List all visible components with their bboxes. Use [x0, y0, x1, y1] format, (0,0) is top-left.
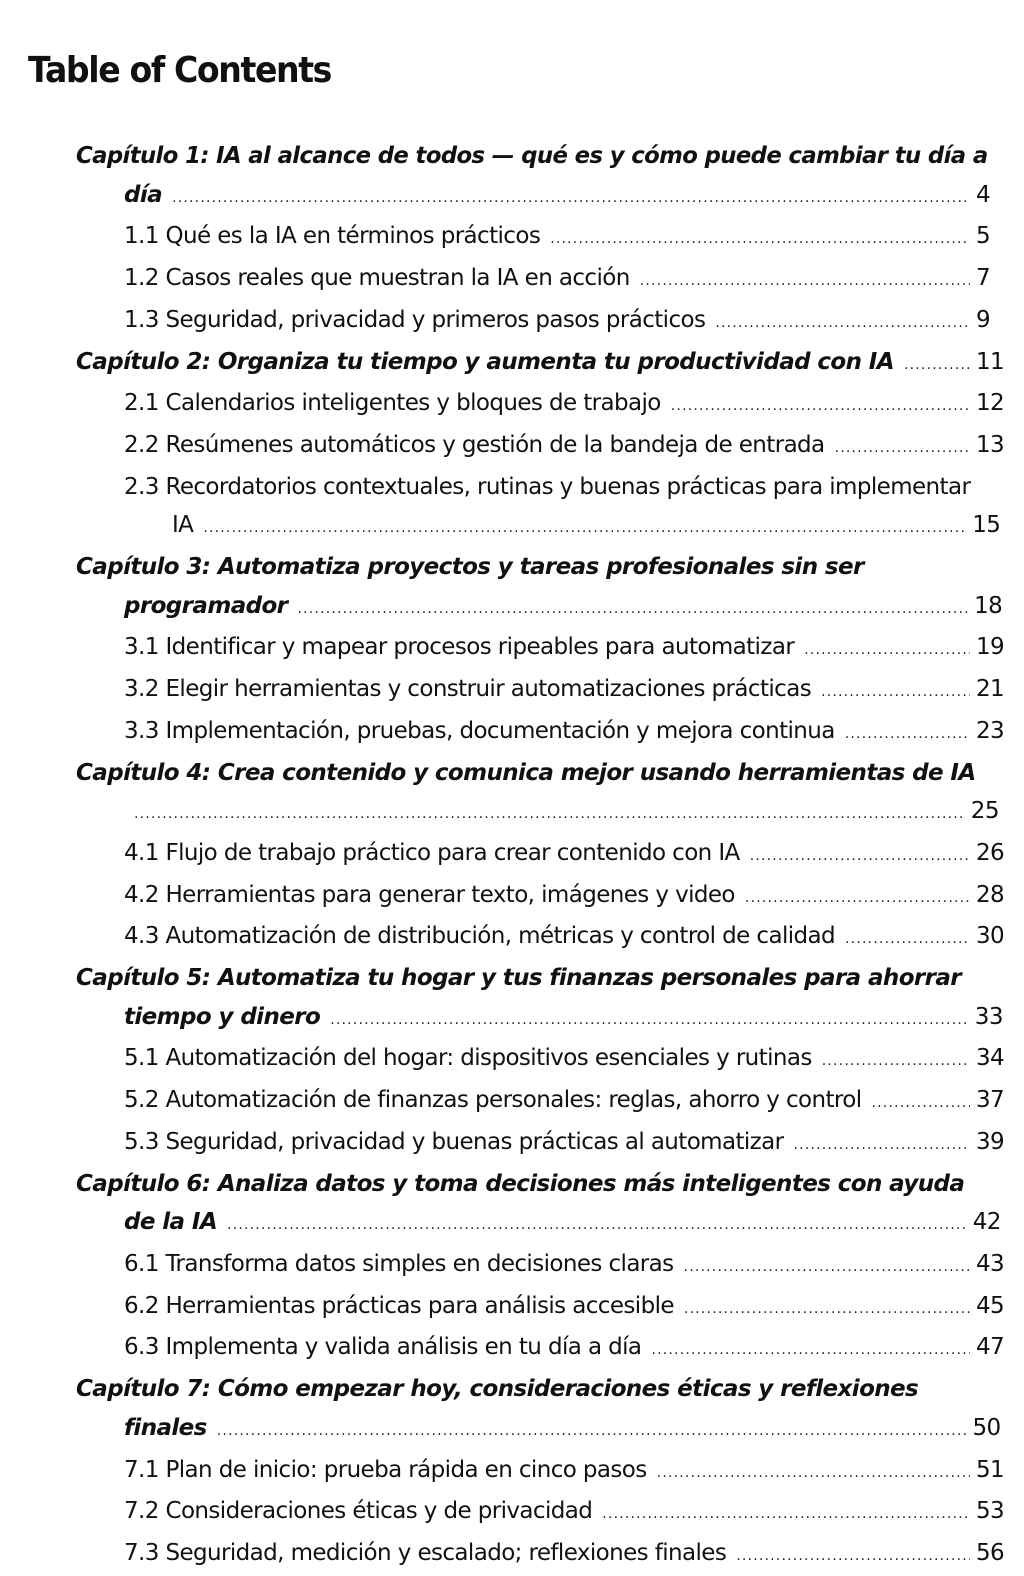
toc-section-entry[interactable] — [76, 834, 1005, 876]
dot-leader — [821, 673, 970, 712]
dot-leader — [602, 1495, 970, 1534]
toc-section-entry[interactable] — [76, 1492, 1005, 1534]
toc-section-entry[interactable] — [76, 1245, 1005, 1287]
toc-entry-title: 2.3 Recordatorios contextuales, rutinas y buenas prácticas para implementar — [124, 473, 971, 500]
toc-page-number: 43 — [976, 1250, 1005, 1277]
toc-page-number: 28 — [976, 881, 1005, 908]
dot-leader — [550, 220, 970, 259]
dot-leader — [227, 1206, 967, 1245]
toc-page-number: 7 — [976, 265, 991, 292]
toc-entry-title: 1.1 Qué es la IA en términos prácticos — [124, 223, 541, 250]
toc-entry-title: 6.1 Transforma datos simples en decisiones claras — [124, 1250, 674, 1277]
toc-page-number: 56 — [976, 1539, 1005, 1566]
toc-entry-title: 3.1 Identificar y mapear procesos ripeables para automatizar — [124, 634, 795, 661]
toc-entry-title: Capítulo 1: IA al alcance de todos — qué es y cómo puede cambiar tu día a — [76, 143, 988, 169]
toc-entry-title: 5.1 Automatización del hogar: dispositivos esenciales y rutinas — [124, 1045, 812, 1072]
dot-leader — [715, 304, 970, 343]
toc-page-number: 30 — [976, 923, 1005, 950]
toc-section-entry[interactable] — [76, 301, 991, 343]
toc-chapter-entry[interactable] — [76, 1165, 1001, 1245]
toc-page-number: 18 — [974, 592, 1003, 619]
toc-section-entry[interactable] — [76, 426, 1005, 468]
toc-chapter-entry[interactable] — [76, 343, 1005, 385]
toc-section-entry[interactable] — [76, 1534, 1005, 1576]
dot-leader — [794, 1126, 970, 1165]
toc-page-number: 5 — [976, 223, 991, 250]
toc-page-number: 33 — [974, 1003, 1003, 1030]
toc-section-entry[interactable] — [76, 917, 1005, 959]
dot-leader — [845, 920, 970, 959]
toc-entry-title: 5.2 Automatización de finanzas personales: reglas, ahorro y control — [124, 1087, 862, 1114]
dot-leader — [330, 1001, 969, 1040]
toc-page-number: 13 — [976, 431, 1005, 458]
toc-entry-title: Capítulo 5: Automatiza tu hogar y tus finanzas personales para ahorrar — [76, 965, 962, 992]
toc-entry-title: 7.2 Consideraciones éticas y de privacidad — [124, 1498, 593, 1525]
toc-section-entry[interactable] — [76, 468, 1001, 548]
toc-entry-title: programador — [124, 592, 288, 619]
toc-page-number: 37 — [976, 1087, 1005, 1114]
toc-section-entry[interactable] — [76, 259, 991, 301]
toc-section-entry[interactable] — [76, 1451, 1005, 1493]
dot-leader — [845, 715, 970, 754]
toc-page-number: 4 — [976, 181, 991, 208]
dot-leader — [297, 590, 968, 629]
toc-page-number: 53 — [976, 1498, 1005, 1525]
toc-entry-title: 4.3 Automatización de distribución, métricas y control de calidad — [124, 923, 836, 950]
toc-section-entry[interactable] — [76, 1287, 1005, 1329]
toc-page-number: 25 — [970, 798, 999, 825]
dot-leader — [651, 1331, 970, 1370]
table-of-contents — [76, 137, 1005, 1576]
toc-page-number: 45 — [976, 1292, 1005, 1319]
toc-page-number: 19 — [976, 634, 1005, 661]
dot-leader — [217, 1412, 967, 1451]
toc-page-number: 23 — [976, 717, 1005, 744]
dot-leader — [872, 1084, 971, 1123]
toc-entry-title: IA — [172, 512, 194, 539]
toc-section-entry[interactable] — [76, 876, 1005, 918]
toc-entry-title: de la IA — [124, 1209, 218, 1236]
toc-page-number: 47 — [976, 1334, 1005, 1361]
toc-page-number: 26 — [976, 839, 1005, 866]
toc-entry-title: Capítulo 3: Automatiza proyectos y tareas profesionales sin ser — [76, 554, 864, 581]
toc-page-number: 11 — [976, 348, 1005, 375]
toc-entry-title: 3.3 Implementación, pruebas, documentación y mejora continua — [124, 717, 835, 744]
toc-entry-title: 4.1 Flujo de trabajo práctico para crear contenido con IA — [124, 839, 740, 866]
dot-leader — [684, 1290, 970, 1329]
toc-entry-title: 2.1 Calendarios inteligentes y bloques de trabajo — [124, 390, 661, 417]
toc-page-number: 21 — [976, 676, 1005, 703]
page-title: Table of Contents — [28, 50, 332, 91]
toc-page-number: 39 — [976, 1128, 1005, 1155]
toc-section-entry[interactable] — [76, 628, 1005, 670]
toc-entry-title: 7.1 Plan de inicio: prueba rápida en cinco pasos — [124, 1456, 647, 1483]
toc-section-entry[interactable] — [76, 217, 991, 259]
toc-entry-title: 5.3 Seguridad, privacidad y buenas prácticas al automatizar — [124, 1128, 784, 1155]
dot-leader — [745, 879, 970, 918]
toc-entry-title: Capítulo 7: Cómo empezar hoy, consideraciones éticas y reflexiones — [76, 1376, 919, 1403]
dot-leader — [671, 387, 970, 426]
toc-section-entry[interactable] — [76, 670, 1005, 712]
toc-section-entry[interactable] — [76, 1039, 1005, 1081]
toc-section-entry[interactable] — [76, 1328, 1005, 1370]
toc-page-number: 9 — [976, 306, 991, 333]
toc-entry-title: día — [124, 181, 163, 208]
toc-entry-title: 1.2 Casos reales que muestran la IA en acción — [124, 265, 630, 292]
dot-leader — [822, 1042, 970, 1081]
toc-entry-title: Capítulo 4: Crea contenido y comunica mejor usando herramientas de IA — [76, 759, 976, 786]
toc-page-number: 42 — [972, 1209, 1001, 1236]
toc-chapter-entry[interactable] — [76, 1370, 1001, 1450]
dot-leader — [203, 509, 966, 548]
toc-entry-title: finales — [124, 1414, 207, 1441]
dot-leader — [904, 346, 970, 385]
dot-leader — [657, 1454, 970, 1493]
toc-page-number: 15 — [972, 512, 1001, 539]
dot-leader — [134, 795, 965, 834]
toc-page-number: 34 — [976, 1045, 1005, 1072]
toc-entry-title: 7.3 Seguridad, medición y escalado; reflexiones finales — [124, 1539, 727, 1566]
dot-leader — [684, 1248, 970, 1287]
toc-chapter-entry[interactable] — [76, 959, 1003, 1039]
toc-chapter-entry[interactable] — [76, 754, 999, 834]
toc-entry-title: 2.2 Resúmenes automáticos y gestión de la bandeja de entrada — [124, 431, 825, 458]
toc-entry-title: 4.2 Herramientas para generar texto, imágenes y video — [124, 881, 735, 908]
toc-entry-title: 1.3 Seguridad, privacidad y primeros pasos prácticos — [124, 306, 706, 333]
toc-section-entry[interactable] — [76, 1081, 1005, 1123]
toc-entry-title: tiempo y dinero — [124, 1003, 321, 1030]
toc-entry-title: 6.3 Implementa y valida análisis en tu día a día — [124, 1334, 642, 1361]
dot-leader — [750, 837, 970, 876]
dot-leader — [640, 262, 970, 301]
dot-leader — [804, 631, 970, 670]
toc-entry-title: 6.2 Herramientas prácticas para análisis accesible — [124, 1292, 674, 1319]
toc-chapter-entry[interactable] — [76, 548, 1003, 628]
toc-chapter-entry[interactable] — [76, 137, 991, 217]
dot-leader — [736, 1537, 970, 1576]
toc-section-entry[interactable] — [76, 384, 1005, 426]
toc-page-number: 12 — [976, 390, 1005, 417]
toc-section-entry[interactable] — [76, 712, 1005, 754]
dot-leader — [172, 179, 970, 218]
toc-page-number: 51 — [976, 1456, 1005, 1483]
toc-entry-title: 3.2 Elegir herramientas y construir automatizaciones prácticas — [124, 676, 812, 703]
toc-entry-title: Capítulo 6: Analiza datos y toma decisiones más inteligentes con ayuda — [76, 1170, 965, 1197]
toc-page-number: 50 — [972, 1414, 1001, 1441]
dot-leader — [835, 429, 970, 468]
toc-section-entry[interactable] — [76, 1123, 1005, 1165]
toc-entry-title: Capítulo 2: Organiza tu tiempo y aumenta tu productividad con IA — [76, 348, 894, 375]
